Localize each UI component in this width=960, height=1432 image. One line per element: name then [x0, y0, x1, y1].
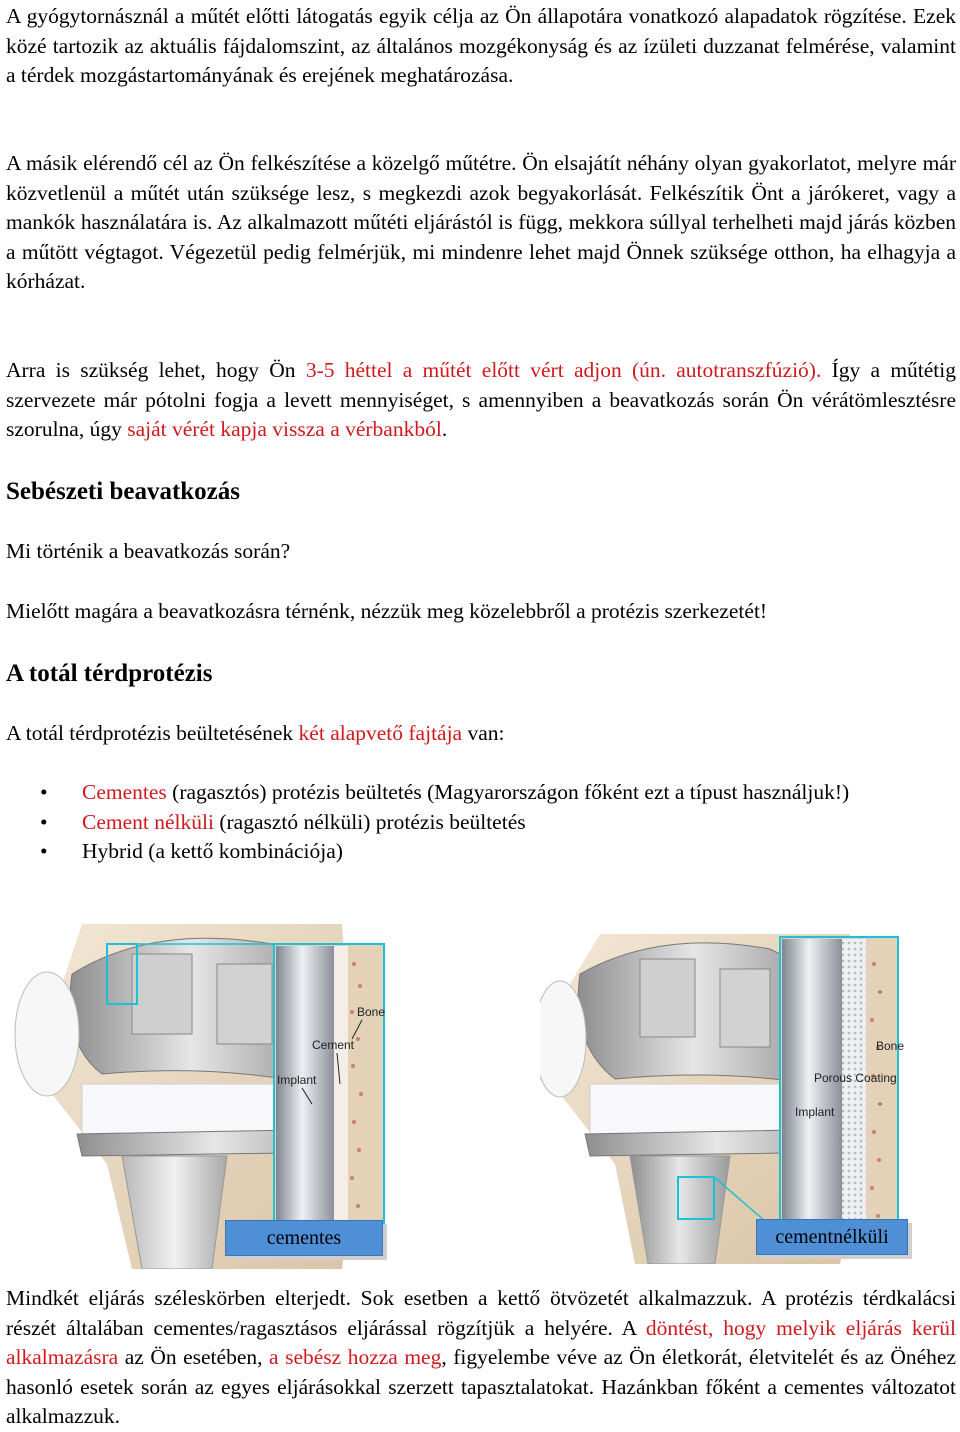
list-item: [0, 808, 900, 838]
prosthesis-types-list: [0, 778, 900, 867]
list-item: [0, 837, 900, 867]
intro-paragraph-2: A másik elérendő cél az Ön felkészítése a közelgő műtétre. Ön elsajátít néhány olyan gyakorlatot, melyre már közvetlenül a műtét után szüksége lesz, s megkezdi azok begyakorlását. Felkészítik Önt a járókeret, vagy a mankók használatára is. Az alkalmazott műtéti eljárástól is függ, mekkora súllyal terhelheti majd járás közben a műtött végtagot. Végezetül pedig felmérjük, mi mindenre lehet majd Önnek szüksége otthon, ha elhagyja a kórházat.: [6, 151, 956, 293]
intro-paragraph-1: A gyógytornásznál a műtét előtti látogatás egyik célja az Ön állapotára vonatkozó alapadatok rögzítése. Ezek közé tartozik az aktuális fájdalomszint, az általános mozgékonyság és az ízületi duzzanat felmérése, valamint a térdek mozgástartományának és erejének meghatározása.: [6, 4, 956, 87]
text-span: az Ön esetében,: [118, 1345, 270, 1369]
cementless-prosthesis-illustration: [540, 934, 915, 1264]
bullet-glyph: •: [40, 780, 48, 804]
text-span: A totál térdprotézis beültetésének: [6, 721, 299, 745]
list-item-text: Hybrid (a kettő kombinációja): [82, 839, 343, 863]
highlight-autotransfusion: 3-5 héttel a műtét előtt vért adjon (ún. autotranszfúzió).: [305, 358, 822, 382]
closing-paragraph: [6, 1284, 956, 1432]
list-item: [0, 778, 900, 808]
structure-intro-text: Mielőtt magára a beavatkozásra térnénk, nézzük meg közelebbről a protézis szerkezetét!: [6, 599, 768, 623]
label-bone: Bone: [876, 1039, 905, 1053]
intro-paragraph-3: [6, 356, 956, 445]
label-implant: Implant: [795, 1105, 835, 1119]
figure-cementless-prosthesis: [540, 934, 915, 1264]
list-item-text: (ragasztós) protézis beültetés (Magyarországon főként ezt a típust használjuk!): [166, 780, 850, 804]
text-span: Mindkét eljárás széleskörben elterjedt. Sok esetben a kettő ötvözetét alkalmazzuk. A protézis térdkalácsi részét általában cementes/ragasztásos eljárással rögzítjük a helyére. A: [6, 1286, 956, 1340]
heading-total-knee: A totál térdprotézis: [6, 660, 213, 687]
question-text: Mi történik a beavatkozás során?: [6, 539, 291, 563]
list-item-text: (ragasztó nélküli) protézis beültetés: [213, 809, 526, 834]
list-item-highlight: Cementes: [82, 780, 167, 804]
text-span: van:: [462, 721, 505, 745]
caption-cemented: cementes: [225, 1220, 383, 1256]
highlight-own-blood: saját vérét kapja vissza a vérbankból: [127, 417, 442, 441]
text-span: Így a műtétig szervezete már pótolni fogja a levett mennyiséget, s amennyiben a beavatkozás során Ön vérátömlesztésre szorulna, úgy: [6, 358, 957, 441]
highlight-two-types: két alapvető fajtája: [298, 721, 463, 745]
bullet-glyph: •: [40, 809, 48, 834]
text-span: .: [441, 417, 448, 441]
bullet-glyph: •: [40, 839, 48, 863]
highlight-surgeon-decides: a sebész hozza meg: [269, 1345, 442, 1369]
list-item-highlight: Cement nélküli: [82, 809, 214, 834]
types-intro-text: [6, 719, 956, 749]
text-span: , figyelembe véve az Ön életkorát, életvitelét és az Önéhez hasonló esetek során az egyes eljárásokkal szerzett tapasztalatokat. Hazánkban főként a cementes változatot alkalmazzuk.: [6, 1345, 956, 1428]
text-span: Arra is szükség lehet, hogy Ön: [6, 358, 306, 382]
heading-surgery: Sebészeti beavatkozás: [6, 478, 240, 505]
caption-cementless: cementnélküli: [756, 1219, 908, 1255]
label-cement: Cement: [312, 1038, 355, 1052]
figure-cemented-prosthesis: [12, 924, 422, 1269]
highlight-decision: döntést, hogy melyik eljárás kerül alkalmazásra: [6, 1315, 956, 1369]
label-bone: Bone: [357, 1005, 386, 1019]
label-porous-coating: Porous Coating: [814, 1071, 897, 1085]
label-implant: Implant: [277, 1073, 317, 1087]
cemented-prosthesis-illustration: [12, 924, 422, 1269]
